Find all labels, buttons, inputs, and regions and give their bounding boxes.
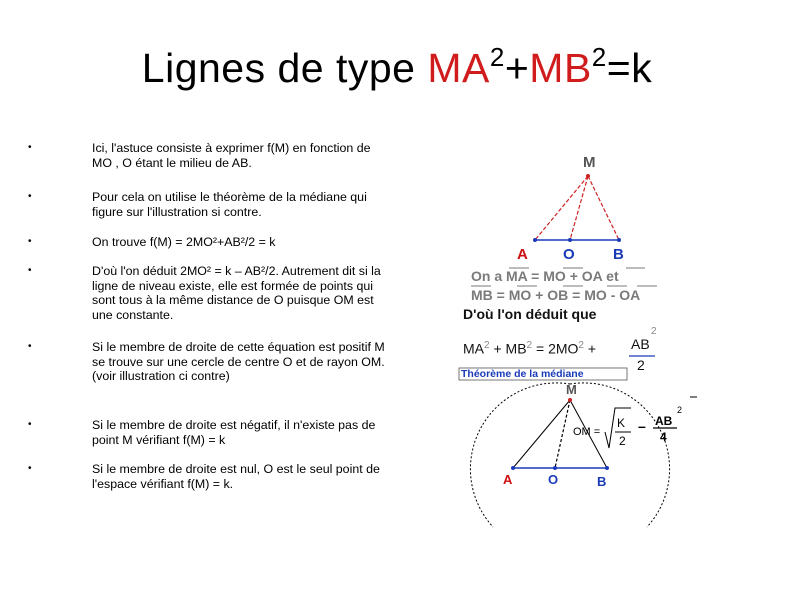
bullet-text: Ici, l'astuce consiste à exprimer f(M) en fonction de MO , O étant le milieu de AB. [92,141,371,170]
circle-point-b-label: B [597,474,607,489]
formula-two: 2 [548,340,556,357]
circle-point-a-label: A [503,472,513,487]
vector-et: et [602,268,619,284]
point-b-label: B [613,246,624,263]
formula-plus: + [583,340,597,357]
vector-line-1 [471,268,619,284]
vector-line-1-intro: On a [471,268,507,284]
bullet-text: On trouve f(M) = 2MO²+AB²/2 = k [92,235,276,249]
vector-plus: + [565,268,582,284]
formula-ab: AB [631,336,650,352]
bullet-marker: • [28,142,32,153]
bullet-text: Si le membre de droite est négatif, il n'existe pas de point M vérifiant f(M) = k [92,418,376,447]
bullet-marker: • [28,191,32,202]
formula-mb: MB [505,340,527,357]
om-formula-ab-exp: 2 [677,405,683,415]
median-formula [463,340,596,357]
om-formula-k-denominator: 2 [619,434,626,448]
vector-mo: MO [543,268,566,284]
title-prefix: Lignes de type [141,45,428,91]
vector-ma: MA [506,268,528,284]
circle-point-m-label: M [566,382,577,397]
bullet-marker: • [28,236,32,247]
bullet-marker: • [28,341,32,352]
vector-plus: + [531,287,548,303]
point-o-label: O [563,246,575,263]
median-theorem-figure [455,150,705,540]
title-suffix: =k [606,45,653,91]
vector-minus: - [606,287,620,303]
vector-mo: MO [584,287,607,303]
title-exp-2: 2 [591,42,607,72]
formula-exp: 2 [526,340,533,351]
formula-exp: 2 [578,340,584,351]
vector-ob: OB [547,287,569,303]
title-exp-1: 2 [489,42,505,72]
vector-eq: = [568,287,585,303]
title-mb: MB [529,45,592,91]
om-formula-k: K [617,416,626,430]
formula-exp: 2 [484,340,490,351]
formula-plus: + [489,340,506,357]
title-ma: MA [427,45,490,91]
vector-oa: OA [619,287,641,303]
formula-denominator: 2 [637,357,645,373]
om-formula-minus: – [638,418,646,434]
bullet-marker: • [28,419,32,430]
title-plus: + [504,45,530,91]
deduce-text: D'où l'on déduit que [463,306,597,322]
bullet-text: D'où l'on déduit 2MO² = k – AB²/2. Autrement dit si la ligne de niveau existe, elle est formée de points qui sont tous à la même distance de O puisque OM est une constante. [92,264,381,322]
vector-mo: MO [508,287,532,303]
circle-point-o-label: O [548,472,559,487]
point-a-label: A [517,246,528,263]
bullet-marker: • [28,265,32,276]
median-theorem-caption: Théorème de la médiane [461,368,584,380]
formula-ma: MA [463,340,484,357]
om-formula-ab: AB [655,414,673,428]
bullet-text: Si le membre de droite est nul, O est le seul point de l'espace vérifiant f(M) = k. [92,462,380,491]
formula-mo: MO [555,340,579,357]
formula-eq: = [532,340,549,357]
bullet-text: Si le membre de droite de cette équation est positif M se trouve sur une cercle de centre O et de rayon OM. (voir illustration ci contre) [92,340,385,384]
bullet-marker: • [28,463,32,474]
formula-ab-exp: 2 [651,326,657,337]
vector-eq: = [492,287,509,303]
vector-mb: MB [471,287,493,303]
bullet-text: Pour cela on utilise le théorème de la médiane qui figure sur l'illustration si contre. [92,190,367,219]
page-title [0,42,794,93]
om-formula-label: OM = [573,426,601,438]
vector-eq: = [527,268,544,284]
om-formula-denominator: 4 [660,430,667,444]
vector-line-2 [471,287,640,303]
vector-oa: OA [581,268,603,284]
point-m-label: M [583,154,596,171]
